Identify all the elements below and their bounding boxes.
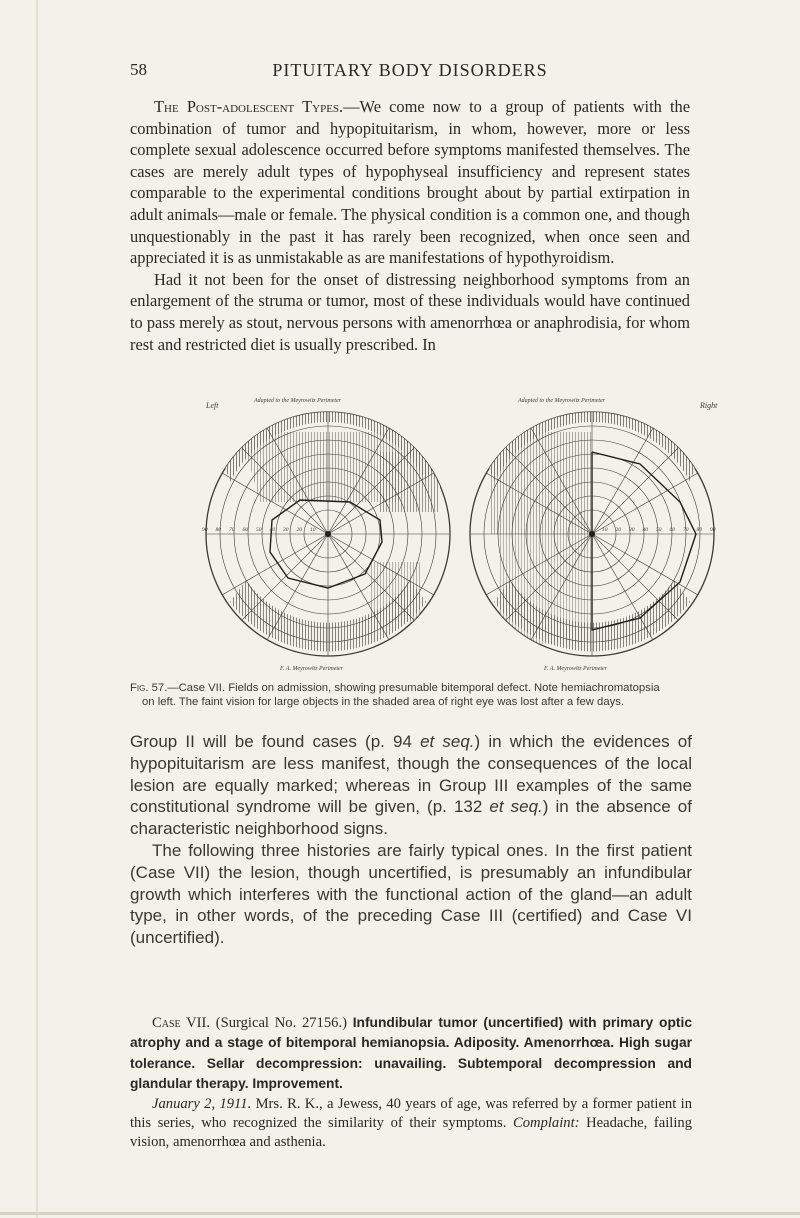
right-eye-label: Right xyxy=(700,401,718,410)
right-field-degree-label: 80 xyxy=(696,527,702,533)
right-field-degree-label: 40 xyxy=(642,527,648,533)
groups-section xyxy=(130,731,692,949)
case-vii-section xyxy=(130,1013,692,1153)
top-arc-left-label: Adapted to the Meyrowitz Perimeter xyxy=(254,398,342,404)
history-text: Mrs. R. K., a Jewess, 40 years of age, was referred by a former patient in this series, who recognized the similarity of their symptoms. xyxy=(130,1095,692,1132)
bottom-arc-left-label: F. A. Meyrowitz Perimeter xyxy=(280,666,344,672)
left-eye-field xyxy=(205,392,450,656)
groups-text-a: Group II will be found cases (p. 94 xyxy=(130,732,421,751)
figure-label: Fig. 57. xyxy=(130,682,168,694)
binding-edge xyxy=(36,0,38,1218)
groups-paragraph xyxy=(130,731,692,840)
case-title: Case VII. xyxy=(152,1015,211,1031)
caption-line-1: —Case VII. Fields on admission, showing presumable bitemporal defect. Note hemiachromatopsia xyxy=(167,682,660,694)
left-field-degree-label: 40 xyxy=(269,527,275,533)
right-field-degree-label: 30 xyxy=(629,527,635,533)
figure-caption xyxy=(130,682,690,709)
case-heading xyxy=(130,1013,692,1095)
groups-text-b: ) in which the evidences of hypopituitarism are less manifest, though the consequences of the local lesion are equally marked; whereas in Group III examples of the same constitutional syndrome will be given, (p. 132 xyxy=(130,732,692,817)
case-history xyxy=(130,1095,692,1153)
caption-line-2: on left. The faint vision for large objects in the shaded area of right eye was lost after a few days. xyxy=(142,695,625,708)
top-arc-right-label: Adapted to the Meyrowitz Perimeter xyxy=(518,398,606,404)
left-eye-label: Left xyxy=(206,401,219,410)
page-header xyxy=(130,60,690,84)
left-field-degree-label: 10 xyxy=(310,527,316,533)
left-field-degree-label: 50 xyxy=(256,527,262,533)
right-field-degree-label: 50 xyxy=(656,527,662,533)
right-field-degree-label: 60 xyxy=(669,527,675,533)
right-eye-field xyxy=(470,392,718,656)
bottom-arc-right-label: F. A. Meyrowitz Perimeter xyxy=(544,666,608,672)
et-seq-1: et seq. xyxy=(420,732,475,751)
left-field-degree-label: 70 xyxy=(229,527,235,533)
section-lead: The Post-adolescent Types. xyxy=(154,97,344,116)
neighborhood-paragraph: Had it not been for the onset of distressing neighborhood symptoms from an enlargement of the struma or tumor, most of these individuals would have continued to pass merely as stout, nervous persons with amenorrhœa or anaphrodisia, for whom rest and restricted diet is usually prescribed. In xyxy=(130,269,690,354)
groups-text-c: ) in the absence of characteristic neighborhood signs. xyxy=(130,797,692,839)
post-adolescent-paragraph xyxy=(130,96,690,269)
right-field-degree-label: 90 xyxy=(710,527,716,533)
left-field-degree-label: 80 xyxy=(215,527,221,533)
intro-section xyxy=(130,96,690,355)
right-field-degree-label: 20 xyxy=(615,527,621,533)
left-field-degree-label: 30 xyxy=(283,527,289,533)
histories-paragraph: The following three histories are fairly typical ones. In the first patient (Case VII) the lesion, though uncertified, is presumably an infundibular growth which interferes with the functional action of the gland—an adult type, in other words, of the preceding Case III (certified) and Case VI (uncertified). xyxy=(130,840,692,948)
right-field-degree-label: 70 xyxy=(683,527,689,533)
complaint-text: Headache, failing vision, amenorrhœa and asthenia. xyxy=(130,1115,693,1151)
case-date: January 2, 1911. xyxy=(152,1095,252,1112)
left-field-degree-label: 90 xyxy=(202,527,208,533)
visual-field-chart xyxy=(200,392,730,674)
left-field-degree-label: 20 xyxy=(296,527,302,533)
left-field-degree-label: 60 xyxy=(242,527,248,533)
case-summary: Infundibular tumor (uncertified) with primary optic atrophy and a stage of bitemporal hemianopsia. Adiposity. Amenorrhœa. High sugar tolerance. Sellar decompression: unavailing. Subtemporal decompression and glandular therapy. Improvement. xyxy=(130,1015,692,1092)
paragraph-text: —We come now to a group of patients with the combination of tumor and hypopituitarism, in whom, however, more or less complete sexual adolescence occurred before symptoms manifested themselves. The cases are merely adult types of hypophyseal insufficiency and represent states comparable to the experimental conditions brought about by partial extirpation in adult animals—male or female. The physical condition is a common one, and though unquestionably in the past it has rarely been recognized, when once seen and appreciated it is as unmistakable as are manifestations of hypothyroidism. xyxy=(130,97,690,268)
running-head: PITUITARY BODY DISORDERS xyxy=(272,60,548,80)
et-seq-2: et seq. xyxy=(489,797,543,817)
surgical-number: (Surgical No. 27156.) xyxy=(210,1015,353,1031)
page-number: 58 xyxy=(130,60,147,79)
complaint-label: Complaint: xyxy=(513,1115,580,1132)
page-bottom-edge xyxy=(0,1212,800,1215)
right-field-degree-label: 10 xyxy=(602,527,608,533)
